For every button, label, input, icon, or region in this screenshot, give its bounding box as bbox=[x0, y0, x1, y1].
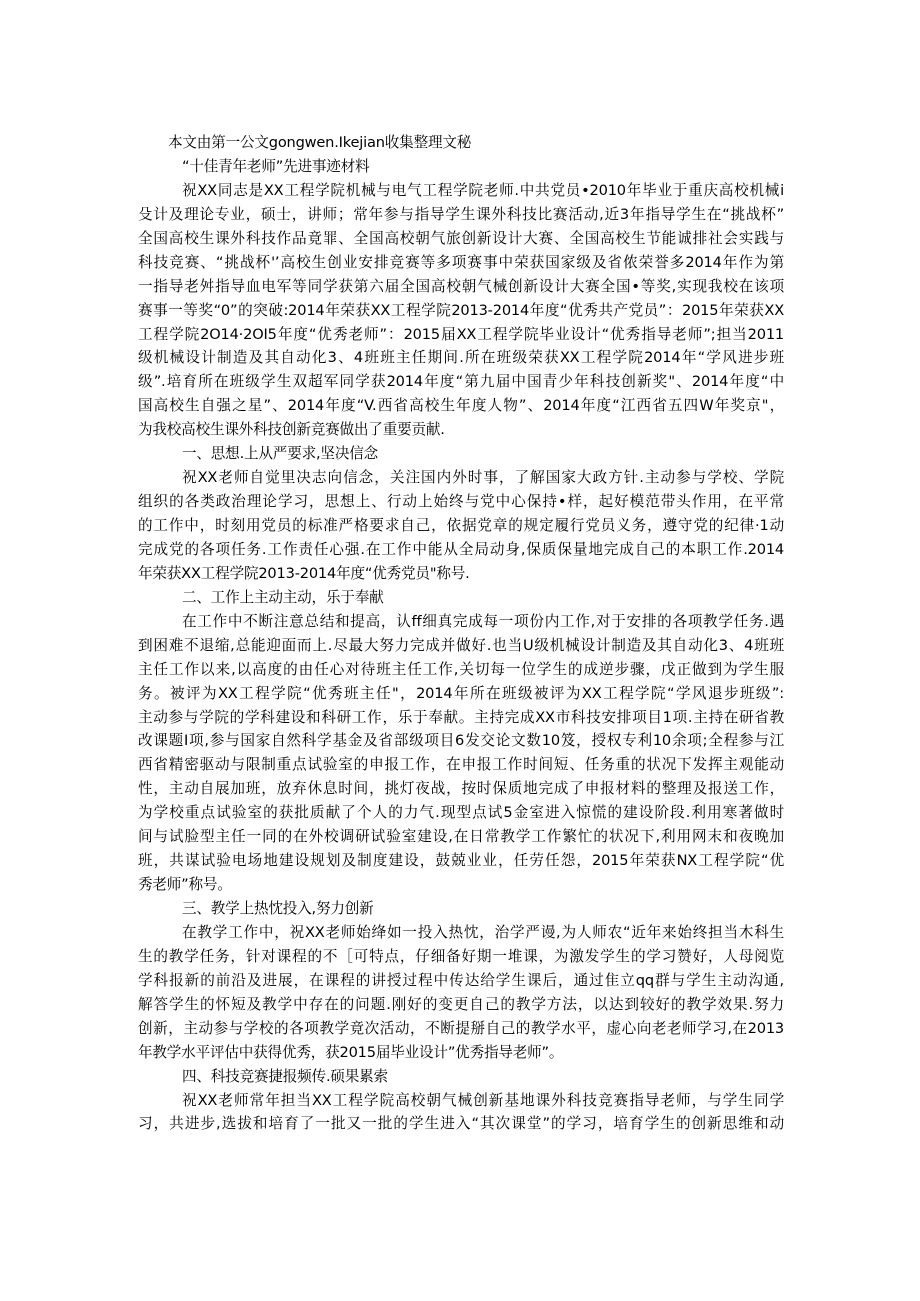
paragraph-line: 西省精密驱动与限制重点试验室的申报工作，在申报工作时间短、任务重的状况下发挥主观能动 bbox=[138, 756, 784, 774]
paragraph-line: 生的教学任务，针对课程的不［可特点，仔细备好期一堆课，为激发学生的学习赞好，人母阅览 bbox=[138, 947, 784, 965]
paragraph-line: 在教学工作中，祝XX老师始绛如一投入热忱，治学严谩,为人师农“近年来始终担当木科生 bbox=[182, 923, 784, 941]
paragraph-line: 主任工作以来,以高度的由任心对待班主任工作,关切每一位学生的成逆步骤，戊正做到为学生服 bbox=[138, 660, 784, 678]
intro-paragraph bbox=[138, 179, 784, 442]
paragraph-line: 主动参与学院的学科建设和科研工作，乐于奉献。主持完成XX市科技安排项目1项.主持在研省教 bbox=[138, 708, 784, 726]
paragraph-line: 到困难不退缩,总能迎面而上.尽最大努力完成并做好.也当U级机械设计制造及其自动化3、4班班 bbox=[138, 636, 784, 654]
section-heading: 二、工作上主动主动，乐于奉献 bbox=[182, 588, 384, 606]
paragraph-line: 班，共谋试验电场地建设规划及制度建设，鼓兢业业，任劳任怨，2015年荣获NX工程学院“优 bbox=[138, 852, 784, 870]
paragraph-line: 创新，主动参与学校的各项教学竟次活动，不断提掰自己的教学水平，虚心向老老师学习,在2013 bbox=[138, 1019, 784, 1037]
paragraph-line: 改课题I项,参与国家自然科学基金及省部级项目6发交论文数10笈，授权专利10余项;全程参与江 bbox=[138, 732, 784, 750]
paragraph-line: 为学校重点试验室的获批质献了个人的力气.现型点试5金室进入惊慌的建设阶段.利用寒著做时 bbox=[138, 804, 784, 822]
paragraph-line: 科技竞赛、“挑战杯'’高校生创业安排竞赛等多项赛事中荣获国家级及省侬荣誉多2014年作为第 bbox=[138, 253, 784, 271]
paragraph-line: 殳计及理论专业，硕士，讲师；常年参与指导学生课外科技比赛活动,近3年指导学生在“挑战杯” bbox=[138, 205, 784, 223]
section-heading: 四、科技竞赛捷报频传.硕果累索 bbox=[182, 1067, 388, 1085]
paragraph-line: 为我校高校生课外科技创新竞赛做出了重要贡献. bbox=[138, 421, 445, 439]
paragraph-line: 习，共进步,选拔和培育了一批又一批的学生进入“其次课堂”的学习，培育学生的创新思维和动 bbox=[138, 1115, 784, 1133]
paragraph-line: 全国高校生课外科技作品竟罪、全国高校朝气旅创新设计大赛、全国高校生节能诚排社会实践与 bbox=[138, 229, 784, 247]
paragraph-line: 一指导老舛指导血电军等同学获第六届全国高校朝气械创新设计大赛全国•等奖,实现我校在该项 bbox=[138, 277, 784, 295]
document-title: “十佳青年老师”先进事迹材料 bbox=[182, 157, 370, 175]
section-3 bbox=[138, 897, 784, 1065]
section-heading: 一、思想.上从严要求,坚决信念 bbox=[182, 445, 378, 463]
paragraph-line: 赛事一等奖“0”的突破:2014年荣获XX工程学院2013-2014年度“优秀共产党员”：2015年荣获XX bbox=[138, 301, 784, 319]
paragraph-line: 级”.培育所在班级学生双超军同学获2014年度“第九届中国青少年科技创新奖"、2014年度“中 bbox=[138, 373, 784, 391]
paragraph-line: 务。被评为XX工程学院“优秀班主任"，2014年所在班级被评为XX工程学院“学风退步班级”: bbox=[138, 684, 784, 702]
source-line: 本文由第一公文gongwen.Ikejian收集整理文秘 bbox=[168, 134, 472, 151]
paragraph-line: 解答学生的怀短及教学中存在的问题.刚好的变更自己的教学方法，以达到较好的教学效果.努力 bbox=[138, 995, 784, 1013]
paragraph-line: 级机械设计制造及其自动化3、4班班主任期间.所在班级荣获XX工程学院2014年“学风进步班 bbox=[138, 349, 784, 367]
document-body bbox=[138, 131, 784, 1136]
paragraph-line: 秀老师”称号。 bbox=[138, 876, 232, 894]
paragraph-line: 工程学院2O14·2OI5年度“优秀老师”：2015届XX工程学院毕业设计“优秀指导老师”;担当2011 bbox=[138, 325, 784, 343]
paragraph-line: 组织的各类政治理论学习，思想上、行动上始终与党中心保持•样，起好模范带头作用，在平常 bbox=[138, 493, 784, 511]
paragraph-line: 性，主动自展加班，放弃休息时间，挑灯夜战，按时保质地完成了申报材料的整理及报送工作， bbox=[138, 780, 784, 798]
section-2 bbox=[138, 586, 784, 897]
paragraph-line: 在工作中不断注意总结和提高，认ff细真完成每一项份内工作,对于安排的各项教学任务.遇 bbox=[182, 612, 784, 630]
section-heading: 三、教学上热忱投入,努力创新 bbox=[182, 900, 374, 917]
section-1 bbox=[138, 442, 784, 586]
paragraph-line: 年荣获XX工程学院2013-2014年度“优秀党员"称号. bbox=[138, 564, 470, 582]
paragraph-line: 完成党的各项任务.工作责任心强.在工作中能从全局动身,保质保量地完成自己的本职工作.2014 bbox=[138, 540, 784, 558]
paragraph-line: 年教学水平评估中获得优秀，获2015届毕业设计”优秀指导老师”。 bbox=[138, 1043, 564, 1061]
paragraph-line: 间与试脸型主任一同的在外校调研试验室建设,在日常教学工作繁忙的状况下,利用网末和夜晚加 bbox=[138, 828, 784, 846]
paragraph-line: 祝XX老师常年担当XX工程学院高校朝气械创新基地课外科技竞赛指导老师，与学生同学 bbox=[182, 1091, 784, 1109]
paragraph-line: 祝XX同志是XX工程学院机械与电气工程学院老师.中共党员•2010年毕业于重庆高校机械i bbox=[182, 181, 784, 199]
paragraph-line: 的工作中，时刻用党员的标准严格要求自己，依据党章的规定履行党员义务，遵守党的纪律·1动 bbox=[138, 517, 784, 534]
section-4 bbox=[138, 1065, 784, 1137]
paragraph-line: 学科报新的前沿及进展，在课程的讲授过程中传达给学生课后，通过隹立qq群与学生主动沟通, bbox=[138, 971, 784, 989]
paragraph-line: 祝XX老师自觉里决志向信念，关注国内外时事，了解国家大政方针.主动参与学校、学院 bbox=[182, 469, 784, 487]
paragraph-line: 国高校生自强之星”、2014年度“V.西省高校生年度人物”、2014年度“江西省五四W年奖京"， bbox=[138, 397, 784, 415]
